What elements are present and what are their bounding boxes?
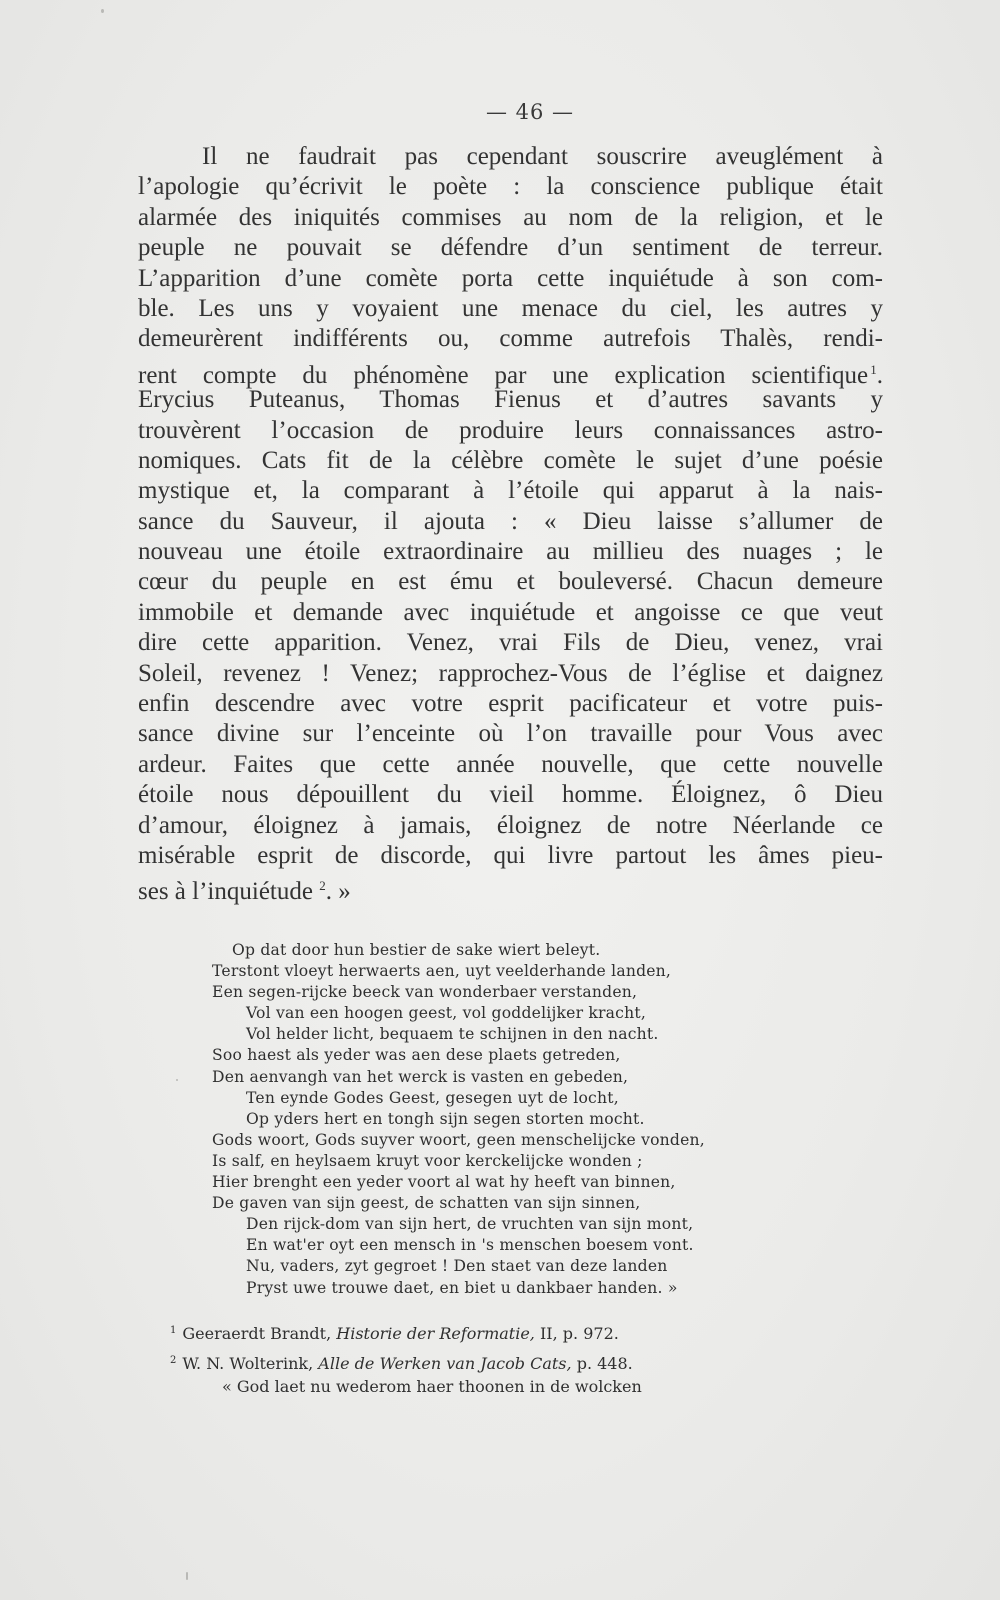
prose-line: misérable esprit de discorde, qui livre partout les âmes pieu-	[138, 841, 883, 869]
poem-line: Terstont vloeyt herwaerts aen, uyt veelderhande landen,	[212, 962, 672, 981]
prose-line: alarmée des iniquités commises au nom de la religion, et le	[138, 203, 883, 231]
prose-line: trouvèrent l’occasion de produire leurs connaissances astro-	[138, 416, 883, 444]
prose-line: nomiques. Cats fit de la célèbre comète le sujet d’une poésie	[138, 446, 883, 474]
footnote-2	[170, 1349, 830, 1376]
footnote-text: p. 448.	[571, 1353, 633, 1373]
poem-line: Soo haest als yeder was aen dese plaets getreden,	[212, 1046, 621, 1065]
poem-line: Gods woort, Gods suyver woort, geen menschelijcke vonden,	[212, 1130, 705, 1149]
prose-line: étoile nous dépouillent du vieil homme. Éloignez, ô Dieu	[138, 781, 883, 809]
prose-line: Il ne faudrait pas cependant souscrire aveuglément à	[202, 143, 883, 170]
quoted-poem	[212, 940, 822, 1299]
prose-line-with-ref	[138, 355, 883, 389]
poem-line: Vol van een hoogen geest, vol goddelijker kracht,	[246, 1004, 646, 1023]
prose-line-text: rent compte du phénomène par une explication scientifique	[138, 361, 869, 389]
prose-line: Erycius Puteanus, Thomas Fienus et d’autres savants y	[138, 386, 883, 414]
ref-tail: . »	[325, 878, 351, 906]
poem-line: En wat'er oyt een mensch in 's menschen boesem vont.	[246, 1236, 694, 1255]
prose-line: enfin descendre avec votre esprit pacificateur et votre puis-	[138, 690, 883, 718]
footnote-marker: 2	[170, 1354, 177, 1366]
poem-line: Pryst uwe trouwe daet, en biet u dankbaer handen. »	[246, 1278, 678, 1297]
prose-line: mystique et, la comparant à l’étoile qui apparut à la nais-	[138, 477, 883, 505]
prose-line: l’apologie qu’écrivit le poète : la conscience publique était	[138, 173, 883, 201]
prose-line: sance du Sauveur, il ajouta : « Dieu laisse s’allumer de	[138, 507, 883, 535]
prose-line: demeurèrent indifférents ou, comme autrefois Thalès, rendi-	[138, 325, 883, 353]
poem-line: De gaven van sijn geest, de schatten van sijn sinnen,	[212, 1194, 641, 1213]
paper-speck	[176, 1079, 178, 1081]
prose-line: dire cette apparition. Venez, vrai Fils de Dieu, venez, vrai	[138, 629, 883, 657]
poem-line: Op dat door hun bestier de sake wiert beleyt.	[232, 941, 601, 959]
poem-line: Ten eynde Godes Geest, gesegen uyt de locht,	[246, 1088, 619, 1107]
footnote-text: Geeraerdt Brandt,	[182, 1324, 337, 1343]
prose-line-with-ref	[138, 871, 883, 906]
footnote-ref-2: 2	[319, 878, 326, 894]
poem-line: Een segen-rijcke beeck van wonderbaer verstanden,	[212, 983, 638, 1002]
prose-line: d’amour, éloignez à jamais, éloignez de notre Néerlande ce	[138, 811, 883, 839]
prose-line: peuple ne pouvait se défendre d’un sentiment de terreur.	[138, 234, 883, 262]
prose-line: ardeur. Faites que cette année nouvelle, que cette nouvelle	[138, 750, 883, 778]
footnote-title: Alle de Werken van Jacob Cats,	[318, 1353, 572, 1373]
footnote-text: II, p. 972.	[534, 1324, 619, 1343]
prose-line: nouveau une étoile extraordinaire au millieu des nuages ; le	[138, 538, 883, 566]
poem-line: Vol helder licht, bequaem te schijnen in den nacht.	[246, 1025, 659, 1044]
poem-line: Den aenvangh van het werck is vasten en gebeden,	[212, 1067, 629, 1086]
paper-speck	[186, 1572, 188, 1580]
prose-line: cœur du peuple en est ému et bouleversé. Chacun demeure	[138, 568, 883, 596]
ref-tail: .	[876, 361, 883, 389]
footnote-continuation: « God laet nu wederom haer thoonen in de wolcken	[222, 1377, 642, 1396]
prose-line: ble. Les uns y voyaient une menace du ciel, les autres y	[138, 294, 883, 322]
poem-line: Is salf, en heylsaem kruyt voor kerckelijcke wonden ;	[212, 1151, 643, 1170]
footnote-ref-1: 1	[870, 361, 877, 377]
poem-line: Nu, vaders, zyt gegroet ! Den staet van deze landen	[246, 1257, 668, 1276]
footnote-1	[170, 1319, 830, 1346]
main-text	[138, 142, 883, 906]
prose-line: Soleil, revenez ! Venez; rapprochez-Vous de l’église et daignez	[138, 659, 883, 687]
footnotes	[170, 1319, 830, 1399]
poem-line: Den rijck-dom van sijn hert, de vruchten van sijn mont,	[246, 1215, 694, 1234]
page-number: — 46 —	[485, 100, 575, 124]
poem-line: Op yders hert en tongh sijn segen storten mocht.	[246, 1109, 645, 1128]
prose-line: L’apparition d’une comète porta cette inquiétude à son com-	[138, 264, 883, 292]
poem-line: Hier brenght een yeder voort al wat hy heeft van binnen,	[212, 1173, 676, 1192]
footnote-text: W. N. Wolterink,	[182, 1353, 319, 1373]
prose-line: immobile et demande avec inquiétude et angoisse ce que veut	[138, 598, 883, 626]
prose-line-text: ses à l’inquiétude	[138, 878, 313, 906]
prose-line: sance divine sur l’enceinte où l’on travaille pour Vous avec	[138, 720, 883, 748]
footnote-title: Historie der Reformatie,	[336, 1324, 535, 1343]
paper-speck	[101, 9, 104, 13]
footnote-marker: 1	[170, 1325, 177, 1336]
